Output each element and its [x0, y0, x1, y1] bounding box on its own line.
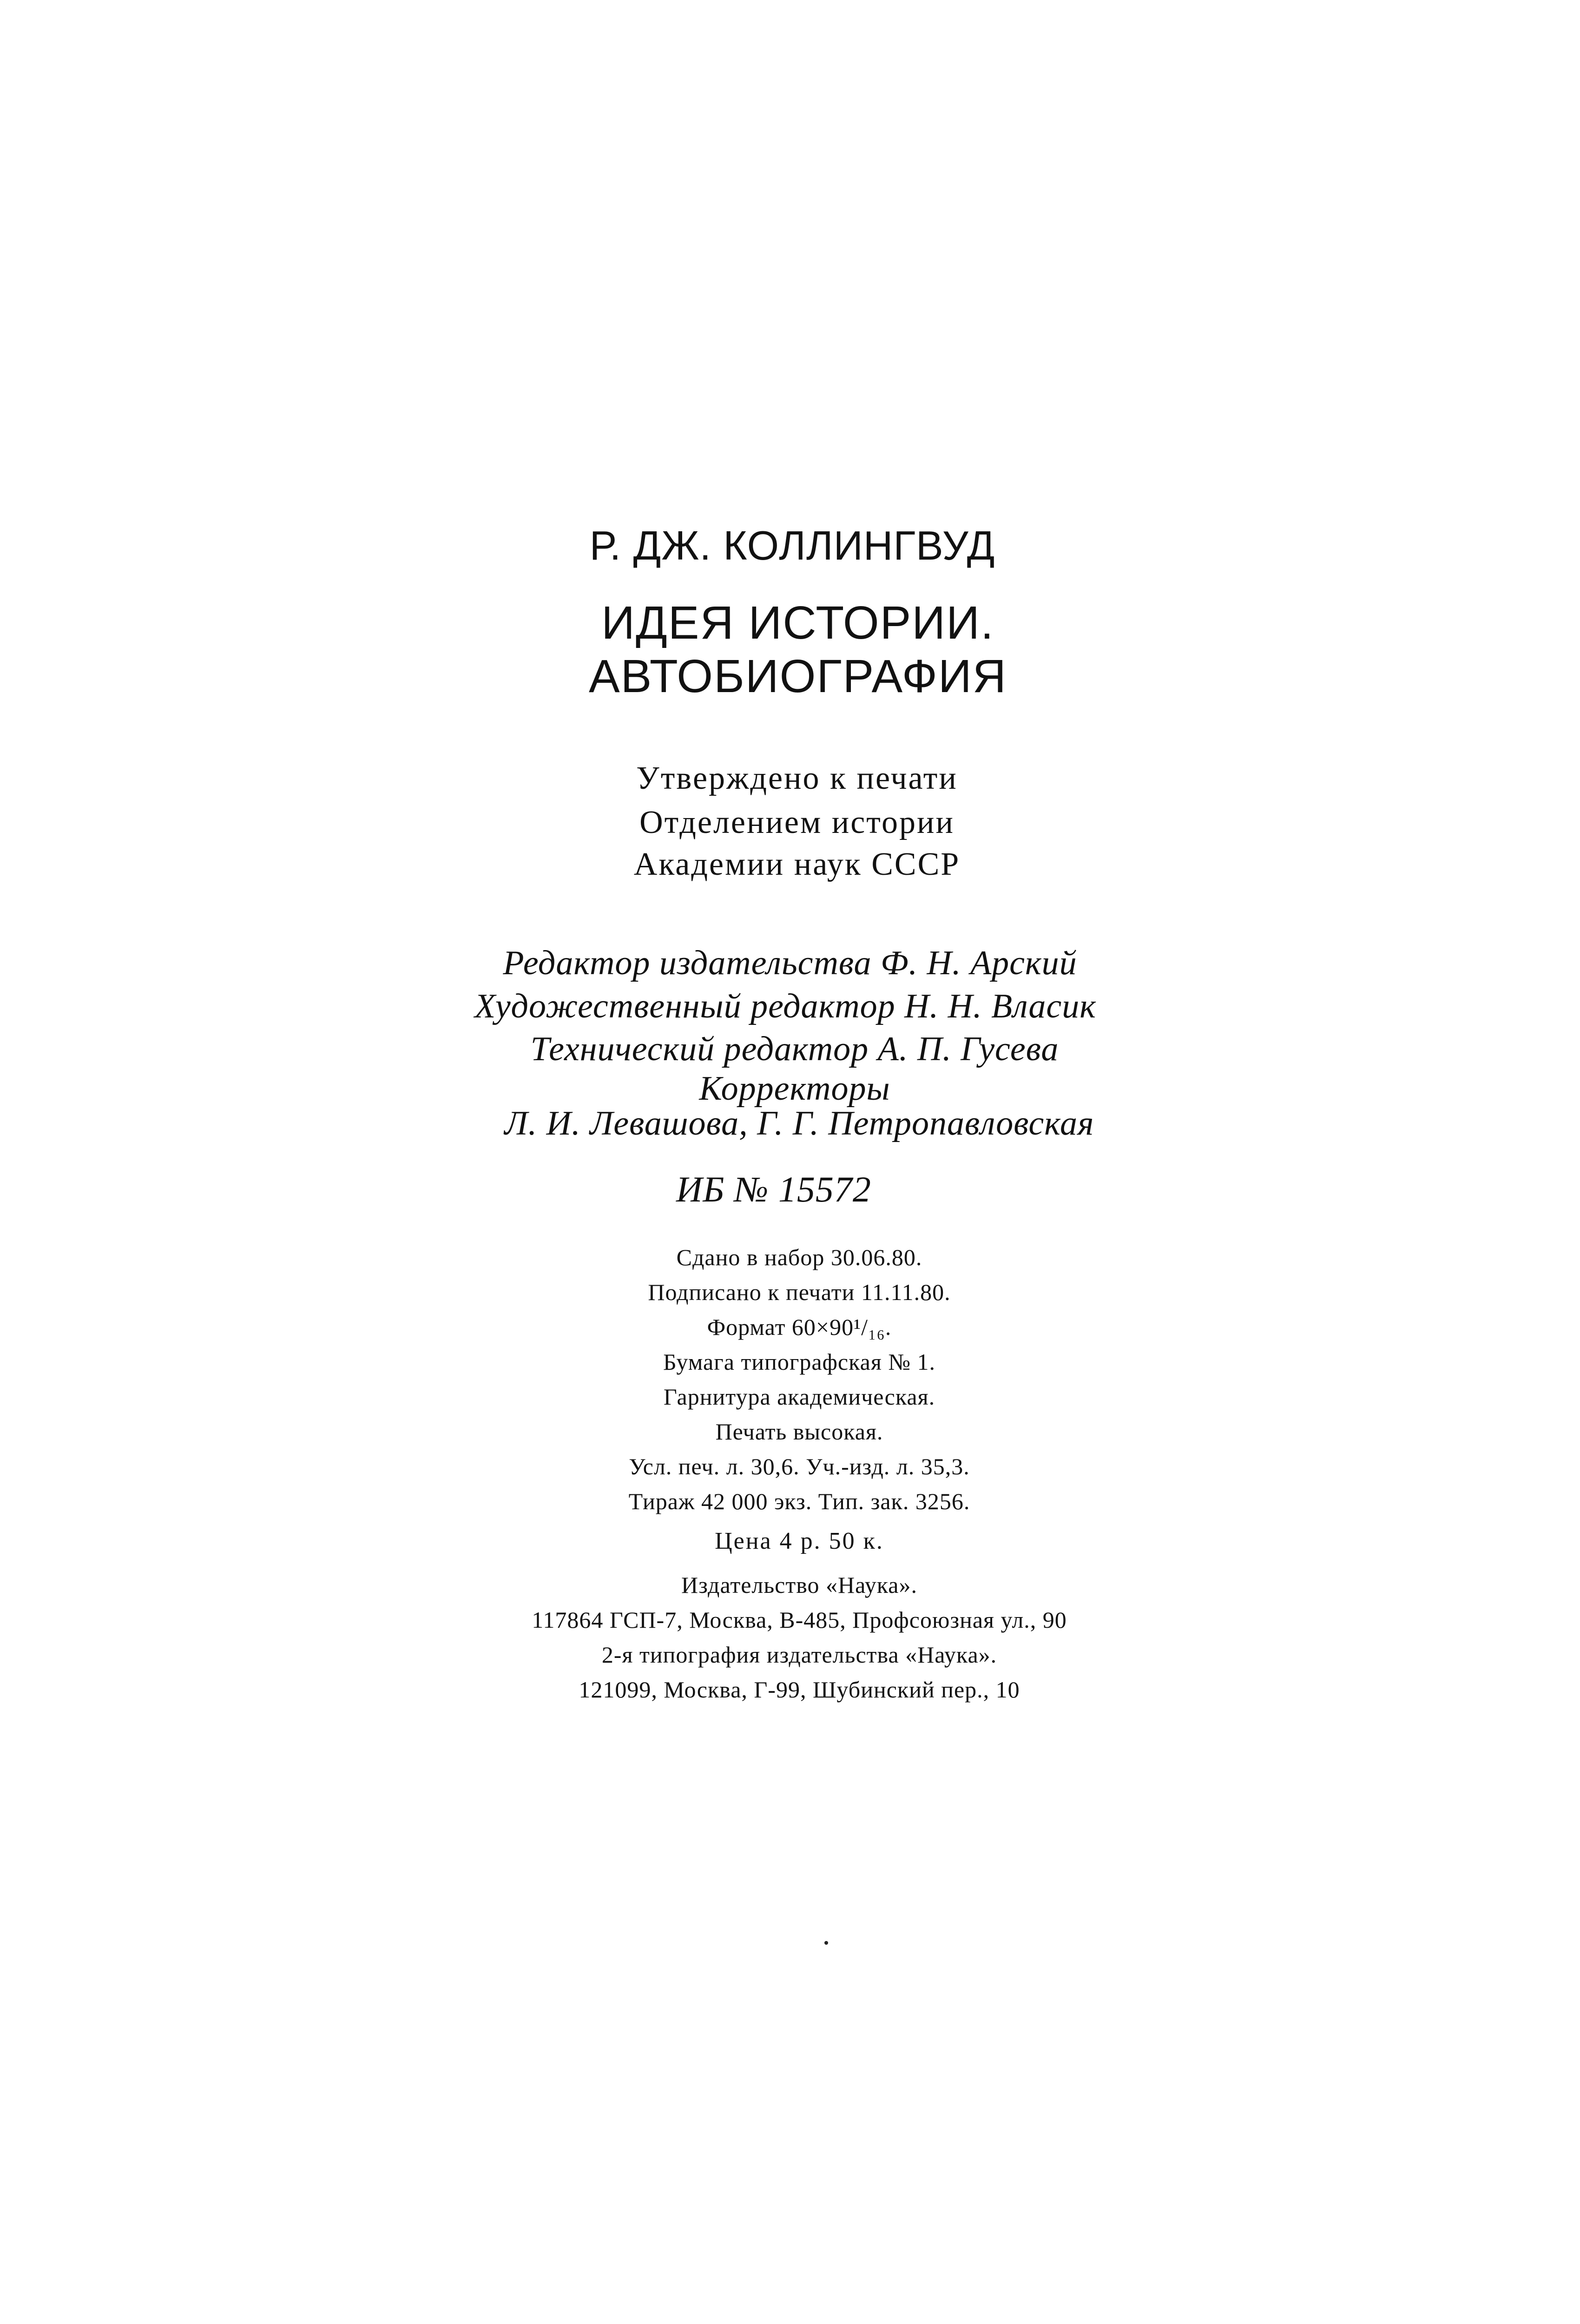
publisher-name: Издательство «Наука».	[681, 1572, 917, 1598]
imprint-paper: Бумага типографская № 1.	[663, 1349, 936, 1375]
print-speck	[824, 1941, 828, 1945]
imprint-sheets: Усл. печ. л. 30,6. Уч.-изд. л. 35,3.	[629, 1453, 970, 1479]
printing-house-address: 121099, Москва, Г-99, Шубинский пер., 10	[579, 1677, 1020, 1703]
publisher-editor-credit: Редактор издательства Ф. Н. Арский	[503, 944, 1077, 982]
imprint-printing: Печать высокая.	[715, 1419, 883, 1445]
printing-house-name: 2-я типография издательства «Наука».	[601, 1642, 997, 1668]
price: Цена 4 р. 50 к.	[715, 1528, 884, 1554]
art-editor-credit: Художественный редактор Н. Н. Власик	[474, 987, 1096, 1025]
book-title-line-1: ИДЕЯ ИСТОРИИ.	[601, 597, 994, 649]
imprint-typesetting-date: Сдано в набор 30.06.80.	[676, 1244, 922, 1270]
proofreaders-names: Л. И. Левашова, Г. Г. Петропавловская	[504, 1104, 1094, 1142]
book-title-line-2: АВТОБИОГРАФИЯ	[588, 650, 1007, 702]
author-name: Р. ДЖ. КОЛЛИНГВУД	[589, 522, 995, 568]
approval-line-3: Академии наук СССР	[633, 846, 961, 882]
proofreaders-heading: Корректоры	[699, 1070, 890, 1108]
ib-number: ИБ № 15572	[676, 1169, 871, 1209]
technical-editor-credit: Технический редактор А. П. Гусева	[530, 1030, 1059, 1068]
imprint-signed-date: Подписано к печати 11.11.80.	[648, 1279, 951, 1305]
approval-line-2: Отделением истории	[639, 805, 955, 840]
imprint-print-run: Тираж 42 000 экз. Тип. зак. 3256.	[628, 1488, 970, 1514]
publisher-address: 117864 ГСП-7, Москва, В-485, Профсоюзная ул., 90	[532, 1607, 1067, 1633]
imprint-typeface: Гарнитура академическая.	[663, 1384, 935, 1410]
approval-line-1: Утверждено к печати	[636, 760, 958, 796]
imprint-format: Формат 60×90¹/₁₆.	[707, 1314, 892, 1340]
